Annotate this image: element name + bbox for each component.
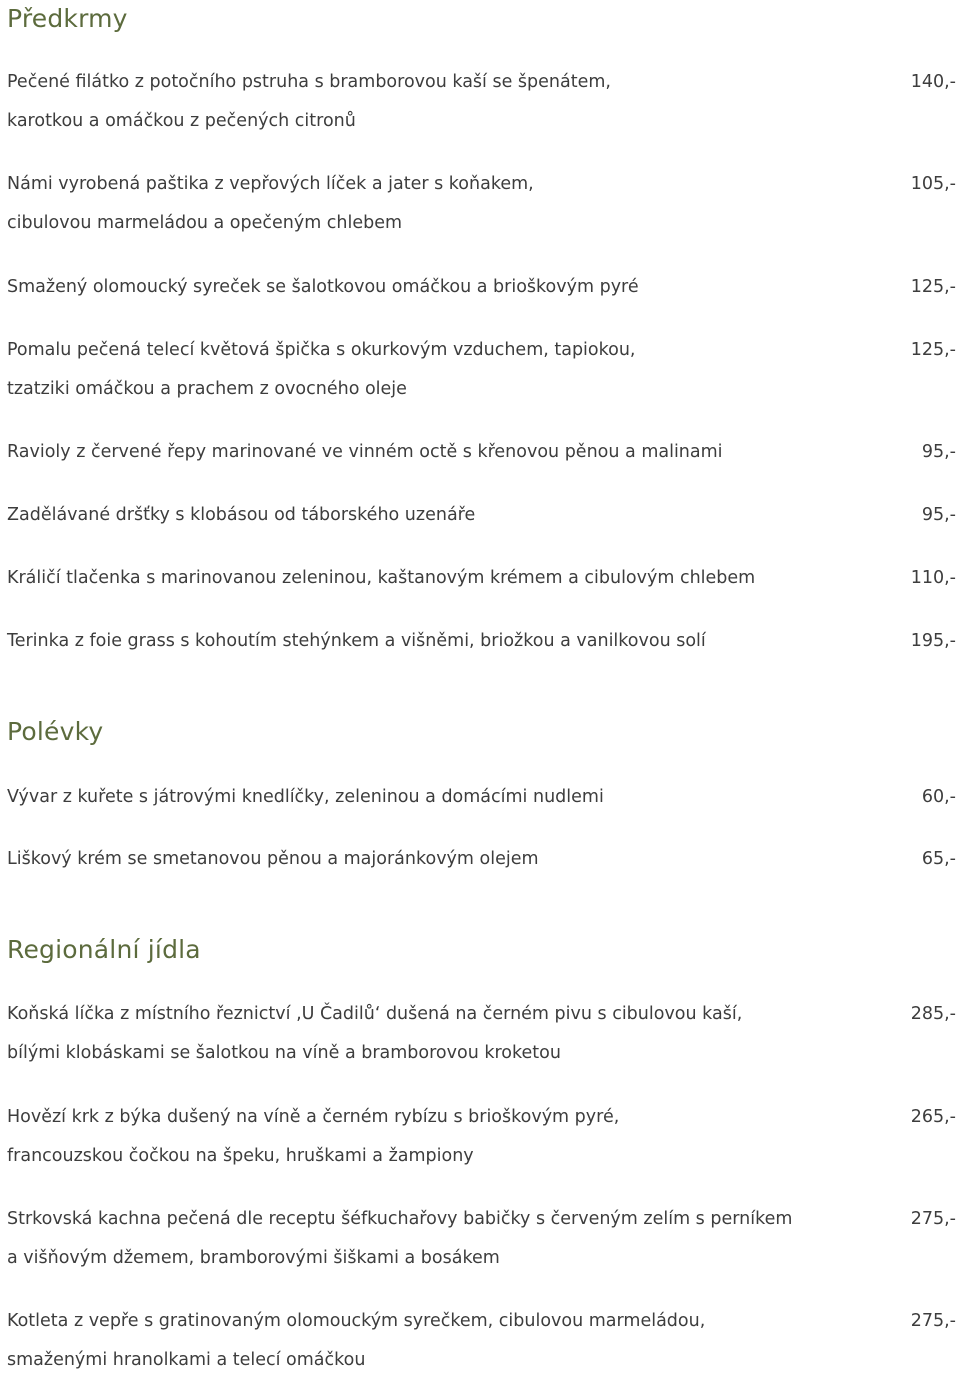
menu-item-price: 125,-	[910, 340, 956, 360]
menu-item-price: 265,-	[910, 1107, 956, 1127]
menu-item-description: Kotleta z vepře s gratinovaným olomouckým syrečkem, cibulovou marmeládou, smaženými hranolkami a telecí omáčkou	[7, 1311, 706, 1370]
menu-item-price: 95,-	[921, 505, 956, 525]
section-title: Polévky	[7, 717, 104, 746]
menu-item-price: 60,-	[921, 787, 956, 807]
menu-item-description: Pečené filátko z potočního pstruha s bramborovou kaší se špenátem, karotkou a omáčkou z pečených citronů	[7, 72, 611, 131]
section-title: Předkrmy	[7, 4, 128, 33]
menu-item-description: Hovězí krk z býka dušený na víně a černém rybízu s brioškovým pyré, francouzskou čočkou na špeku, hruškami a žampiony	[7, 1107, 620, 1166]
menu-item-description: Zadělávané dršťky s klobásou od táborského uzenáře	[7, 505, 476, 525]
menu-item-price: 275,-	[910, 1311, 956, 1331]
menu-item-description: Králičí tlačenka s marinovanou zeleninou, kaštanovým krémem a cibulovým chlebem	[7, 568, 756, 588]
menu-item-description: Smažený olomoucký syreček se šalotkovou omáčkou a brioškovým pyré	[7, 277, 639, 297]
menu-item-price: 285,-	[910, 1004, 956, 1024]
menu-item-price: 140,-	[910, 72, 956, 92]
menu-item-description: Koňská líčka z místního řeznictví ‚U Čadilů‘ dušená na černém pivu s cibulovou kaší, bílými klobáskami se šalotkou na víně a bramborovou kroketou	[7, 1004, 743, 1063]
menu-item-price: 275,-	[910, 1209, 956, 1229]
menu-item-price: 125,-	[910, 277, 956, 297]
menu-item-description: Ravioly z červené řepy marinované ve vinném octě s křenovou pěnou a malinami	[7, 442, 723, 462]
menu-item-price: 110,-	[910, 568, 956, 588]
menu-item-price: 195,-	[910, 631, 956, 651]
menu-item-price: 95,-	[921, 442, 956, 462]
menu-item-description: Strkovská kachna pečená dle receptu šéfkuchařovy babičky s červeným zelím s perníkem a višňovým džemem, bramborovými šiškami a bosákem	[7, 1209, 793, 1268]
menu-item-description: Pomalu pečená telecí květová špička s okurkovým vzduchem, tapiokou, tzatziki omáčkou a prachem z ovocného oleje	[7, 340, 636, 399]
section-title: Regionální jídla	[7, 935, 201, 964]
menu-item-description: Vývar z kuřete s játrovými knedlíčky, zeleninou a domácími nudlemi	[7, 787, 604, 807]
menu-item-description: Terinka z foie grass s kohoutím stehýnkem a višněmi, briožkou a vanilkovou solí	[7, 631, 706, 651]
menu-item-price: 105,-	[910, 174, 956, 194]
menu-item-description: Námi vyrobená paštika z vepřových líček a jater s koňakem, cibulovou marmeládou a opečeným chlebem	[7, 174, 534, 233]
menu-item-price: 65,-	[921, 849, 956, 869]
menu-item-description: Liškový krém se smetanovou pěnou a majoránkovým olejem	[7, 849, 539, 869]
